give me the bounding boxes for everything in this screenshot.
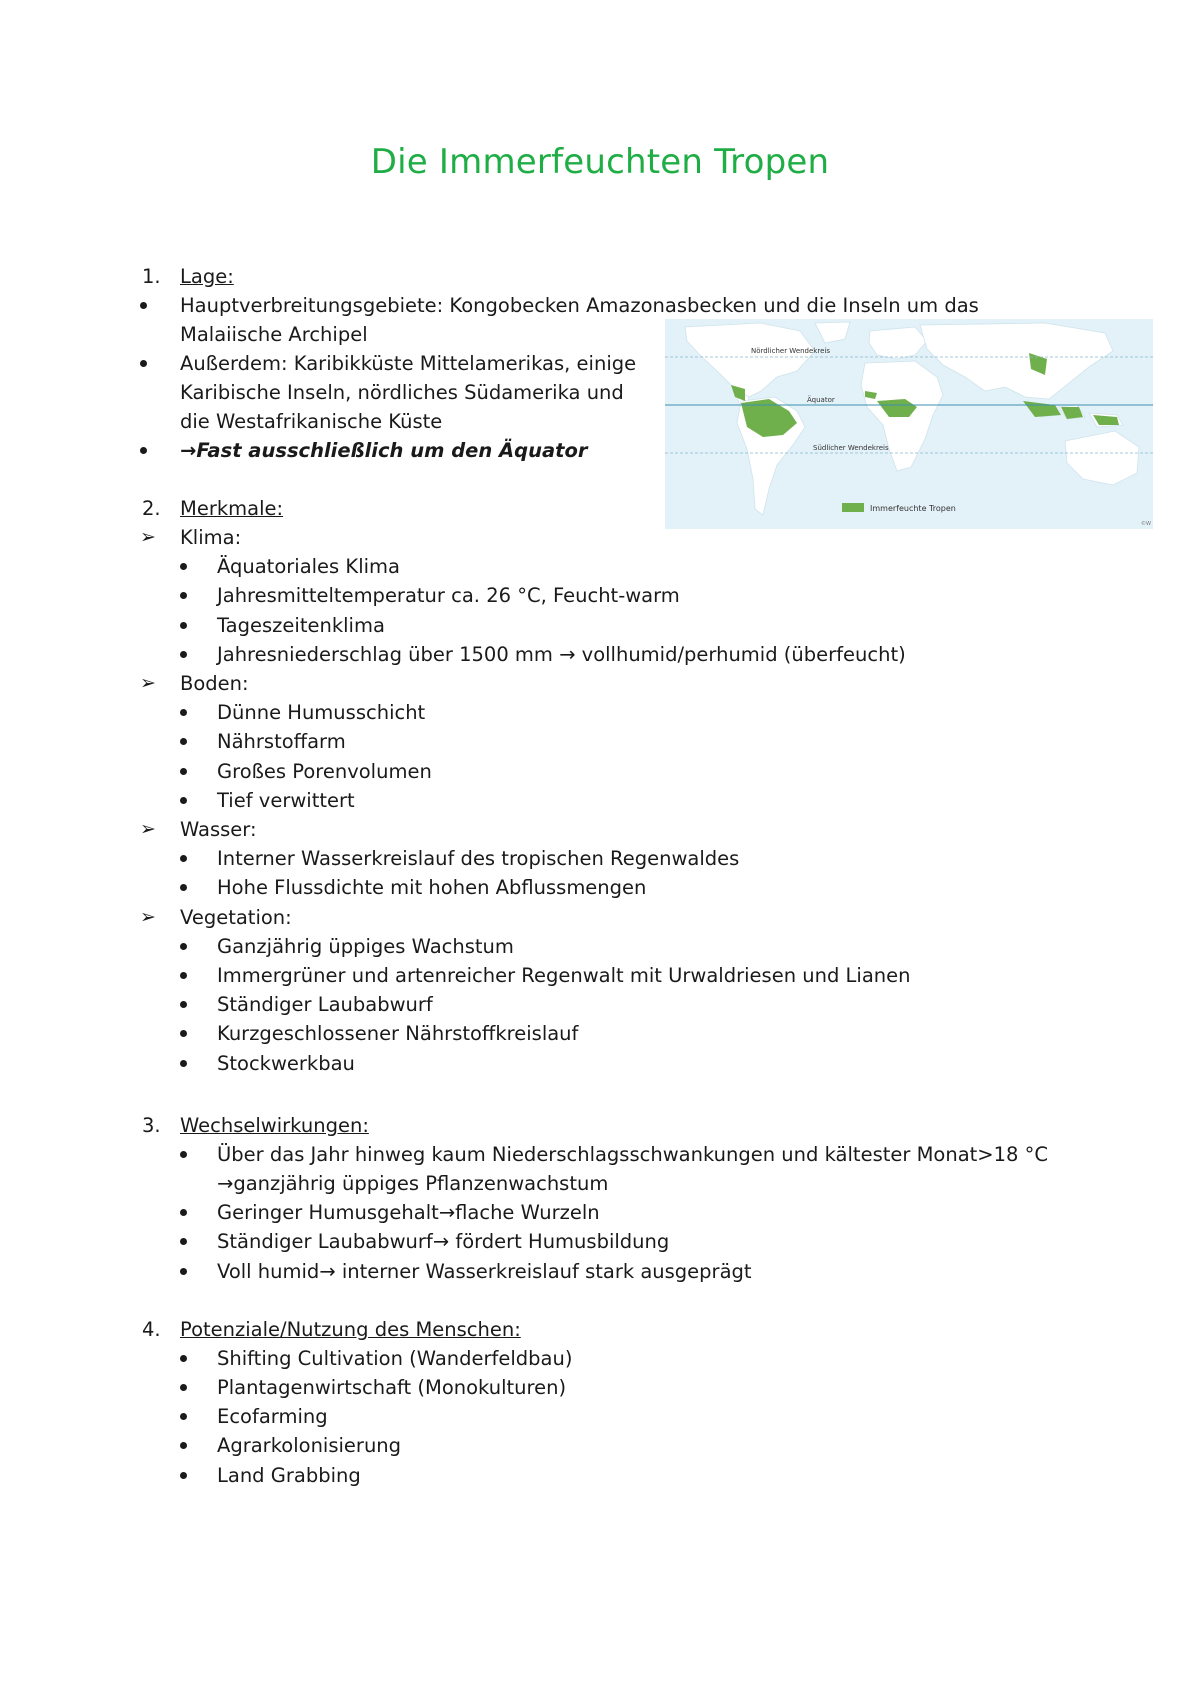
- section-heading: Lage:: [180, 265, 234, 288]
- list-item: Ganzjährig üppiges Wachstum: [217, 935, 514, 958]
- bullet-icon: [180, 581, 200, 611]
- bullet-icon: [180, 1373, 200, 1403]
- list-item-line: die Westafrikanische Küste: [180, 410, 443, 433]
- section-number: 4.: [142, 1318, 161, 1341]
- list-item: Voll humid→ interner Wasserkreislauf stark ausgeprägt: [217, 1260, 752, 1283]
- legend-label: Immerfeuchte Tropen: [870, 504, 956, 513]
- list-item: Kurzgeschlossener Nährstoffkreislauf: [217, 1022, 579, 1045]
- list-item: Shifting Cultivation (Wanderfeldbau): [217, 1347, 573, 1370]
- section-number: 1.: [142, 265, 161, 288]
- list-item: Ecofarming: [217, 1405, 328, 1428]
- group-label: Wasser:: [180, 818, 257, 841]
- bullet-icon: [180, 1227, 200, 1257]
- list-item: Jahresmitteltemperatur ca. 26 °C, Feucht-warm: [217, 584, 680, 607]
- bullet-icon: [180, 873, 200, 903]
- copyright-mark: ©W: [1141, 521, 1151, 527]
- bullet-icon: [180, 1049, 200, 1079]
- list-item-line: Karibische Inseln, nördliches Südamerika und: [180, 381, 624, 404]
- arrowhead-bullet-icon: ➢: [140, 672, 156, 694]
- section-heading: Merkmale:: [180, 497, 284, 520]
- bullet-icon: [180, 1431, 200, 1461]
- list-item-line: Außerdem: Karibikküste Mittelamerikas, einige: [180, 352, 637, 375]
- section-heading: Wechselwirkungen:: [180, 1114, 369, 1137]
- list-item: Ständiger Laubabwurf→ fördert Humusbildung: [217, 1230, 670, 1253]
- page-title: Die Immerfeuchten Tropen: [370, 142, 830, 182]
- list-item: Hohe Flussdichte mit hohen Abflussmengen: [217, 876, 647, 899]
- list-item: Über das Jahr hinweg kaum Niederschlagsschwankungen und kältester Monat>18 °C: [217, 1143, 1049, 1166]
- bullet-icon: [180, 1019, 200, 1049]
- group-label: Vegetation:: [180, 906, 292, 929]
- list-item: Ständiger Laubabwurf: [217, 993, 433, 1016]
- group-label: Klima:: [180, 526, 242, 549]
- list-item-line: Hauptverbreitungsgebiete: Kongobecken Amazonasbecken und die Inseln um das: [180, 294, 979, 317]
- section-number: 3.: [142, 1114, 161, 1137]
- bullet-icon: [140, 349, 160, 379]
- list-item: Land Grabbing: [217, 1464, 361, 1487]
- bullet-icon: [180, 552, 200, 582]
- bullet-icon: [180, 727, 200, 757]
- arrowhead-bullet-icon: ➢: [140, 818, 156, 840]
- bullet-icon: [180, 757, 200, 787]
- group-label: Boden:: [180, 672, 249, 695]
- list-item: Nährstoffarm: [217, 730, 346, 753]
- bullet-icon: [140, 436, 160, 466]
- bullet-icon: [180, 844, 200, 874]
- arrowhead-bullet-icon: ➢: [140, 906, 156, 928]
- bullet-icon: [180, 1402, 200, 1432]
- bullet-icon: [180, 640, 200, 670]
- list-item-continuation: →ganzjährig üppiges Pflanzenwachstum: [217, 1172, 609, 1195]
- bullet-icon: [180, 786, 200, 816]
- bullet-icon: [140, 291, 160, 321]
- section-number: 2.: [142, 497, 161, 520]
- list-item: Dünne Humusschicht: [217, 701, 426, 724]
- list-item: Tief verwittert: [217, 789, 355, 812]
- section-heading: Potenziale/Nutzung des Menschen:: [180, 1318, 521, 1341]
- tropic-of-cancer-label: Nördlicher Wendekreis: [751, 347, 830, 355]
- tropic-of-capricorn-label: Südlicher Wendekreis: [813, 444, 889, 452]
- list-item: Stockwerkbau: [217, 1052, 355, 1075]
- list-item: Tageszeitenklima: [217, 614, 385, 637]
- list-item: Agrarkolonisierung: [217, 1434, 402, 1457]
- conclusion-line: [180, 436, 588, 466]
- equator-label: Äquator: [807, 396, 835, 404]
- bullet-icon: [180, 611, 200, 641]
- bullet-icon: [180, 698, 200, 728]
- bullet-icon: [180, 1140, 200, 1170]
- list-item: Geringer Humusgehalt→flache Wurzeln: [217, 1201, 600, 1224]
- bullet-icon: [180, 1257, 200, 1287]
- legend-swatch: [842, 503, 864, 512]
- arrow-icon: →: [180, 439, 197, 462]
- list-item: Äquatoriales Klima: [217, 555, 400, 578]
- conclusion-text: Fast ausschließlich um den Äquator: [196, 439, 588, 462]
- list-item: Plantagenwirtschaft (Monokulturen): [217, 1376, 567, 1399]
- bullet-icon: [180, 1344, 200, 1374]
- list-item: Großes Porenvolumen: [217, 760, 432, 783]
- list-item-line: Malaiische Archipel: [180, 323, 368, 346]
- bullet-icon: [180, 961, 200, 991]
- bullet-icon: [180, 1461, 200, 1491]
- list-item: Immergrüner und artenreicher Regenwalt mit Urwaldriesen und Lianen: [217, 964, 911, 987]
- bullet-icon: [180, 1198, 200, 1228]
- world-map-figure: [665, 319, 1153, 529]
- bullet-icon: [180, 932, 200, 962]
- list-item: Jahresniederschlag über 1500 mm → vollhumid/perhumid (überfeucht): [217, 643, 906, 666]
- list-item: Interner Wasserkreislauf des tropischen Regenwaldes: [217, 847, 740, 870]
- arrowhead-bullet-icon: ➢: [140, 526, 156, 548]
- bullet-icon: [180, 990, 200, 1020]
